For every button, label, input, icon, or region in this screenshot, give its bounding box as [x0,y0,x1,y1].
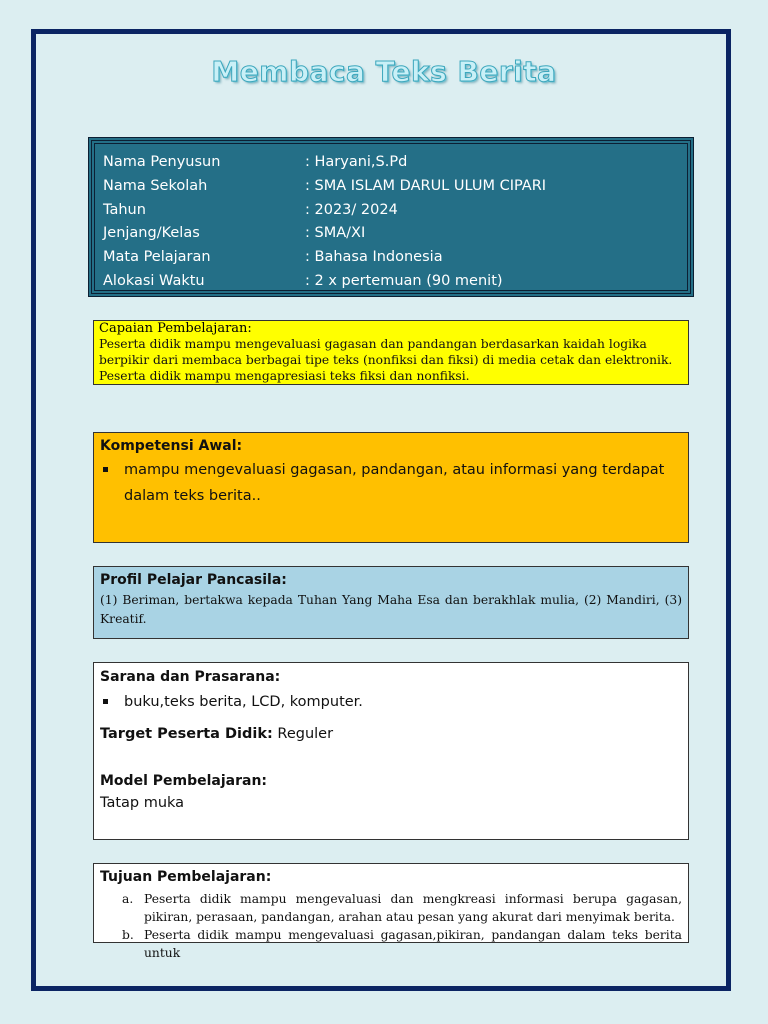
profil-heading: Profil Pelajar Pancasila: [100,572,287,588]
tujuan-item-text: Peserta didik mampu mengevaluasi dan mengkreasi informasi berupa gagasan, pikiran, perasaan, pandangan, arahan atau pesan yang akurat dari menyimak berita. [144,892,682,924]
tujuan-list [100,890,682,962]
info-row-penyusun [103,150,407,174]
capaian-text: Peserta didik mampu mengevaluasi gagasan dan pandangan berdasarkan kaidah logika berpikir dari membaca berbagai tipe teks (nonfiksi dan fiksi) di media cetak dan elektronik. Peserta didik mampu mengapresiasi teks fiksi dan nonfiksi. [99,337,673,383]
info-row-waktu [103,269,503,293]
sarana-heading: Sarana dan Prasarana: [100,669,281,685]
tujuan-heading: Tujuan Pembelajaran: [100,869,272,885]
target-line [100,723,682,745]
target-value: Reguler [272,726,334,742]
info-value: : SMA ISLAM DARUL ULUM CIPARI [305,178,547,194]
info-label: Nama Penyusun [103,154,221,170]
profil-text: (1) Beriman, bertakwa kepada Tuhan Yang Maha Esa dan berakhlak mulia, (2) Mandiri, (3) Kreatif. [100,593,682,626]
capaian-heading: Capaian Pembelajaran: [99,321,252,336]
kompetensi-box [93,432,689,543]
model-value: Tatap muka [100,795,185,811]
info-label: Mata Pelajaran [103,249,211,265]
capaian-box [93,320,689,385]
tujuan-item-text: Peserta didik mampu mengevaluasi gagasan,pikiran, pandangan dalam teks berita untuk [144,928,682,960]
tujuan-box [93,863,689,960]
info-row-mapel [103,245,443,269]
info-value: : Bahasa Indonesia [305,249,443,265]
list-marker: b. [122,928,134,942]
info-value: : Haryani,S.Pd [305,154,408,170]
info-label: Jenjang/Kelas [103,225,200,241]
target-label: Target Peserta Didik: [100,726,273,742]
sarana-item: buku,teks berita, LCD, komputer. [100,689,682,715]
document-title: Membaca Teks Berita [211,55,557,88]
tujuan-item [100,926,682,962]
sarana-box [93,662,689,840]
kompetensi-heading: Kompetensi Awal: [100,438,243,454]
info-value: : SMA/XI [305,225,366,241]
info-label: Alokasi Waktu [103,273,205,289]
info-row-sekolah [103,174,546,198]
info-label: Tahun [103,202,146,218]
profil-box [93,566,689,639]
info-value: : 2 x pertemuan (90 menit) [305,273,503,289]
kompetensi-item: mampu mengevaluasi gagasan, pandangan, atau informasi yang terdapat dalam teks berita.. [100,457,682,509]
model-heading: Model Pembelajaran: [100,773,268,789]
identity-table [88,137,694,297]
info-value: : 2023/ 2024 [305,202,398,218]
info-row-tahun [103,198,398,222]
list-marker: a. [122,892,134,906]
info-label: Nama Sekolah [103,178,208,194]
info-row-kelas [103,221,365,245]
tujuan-item [100,890,682,926]
